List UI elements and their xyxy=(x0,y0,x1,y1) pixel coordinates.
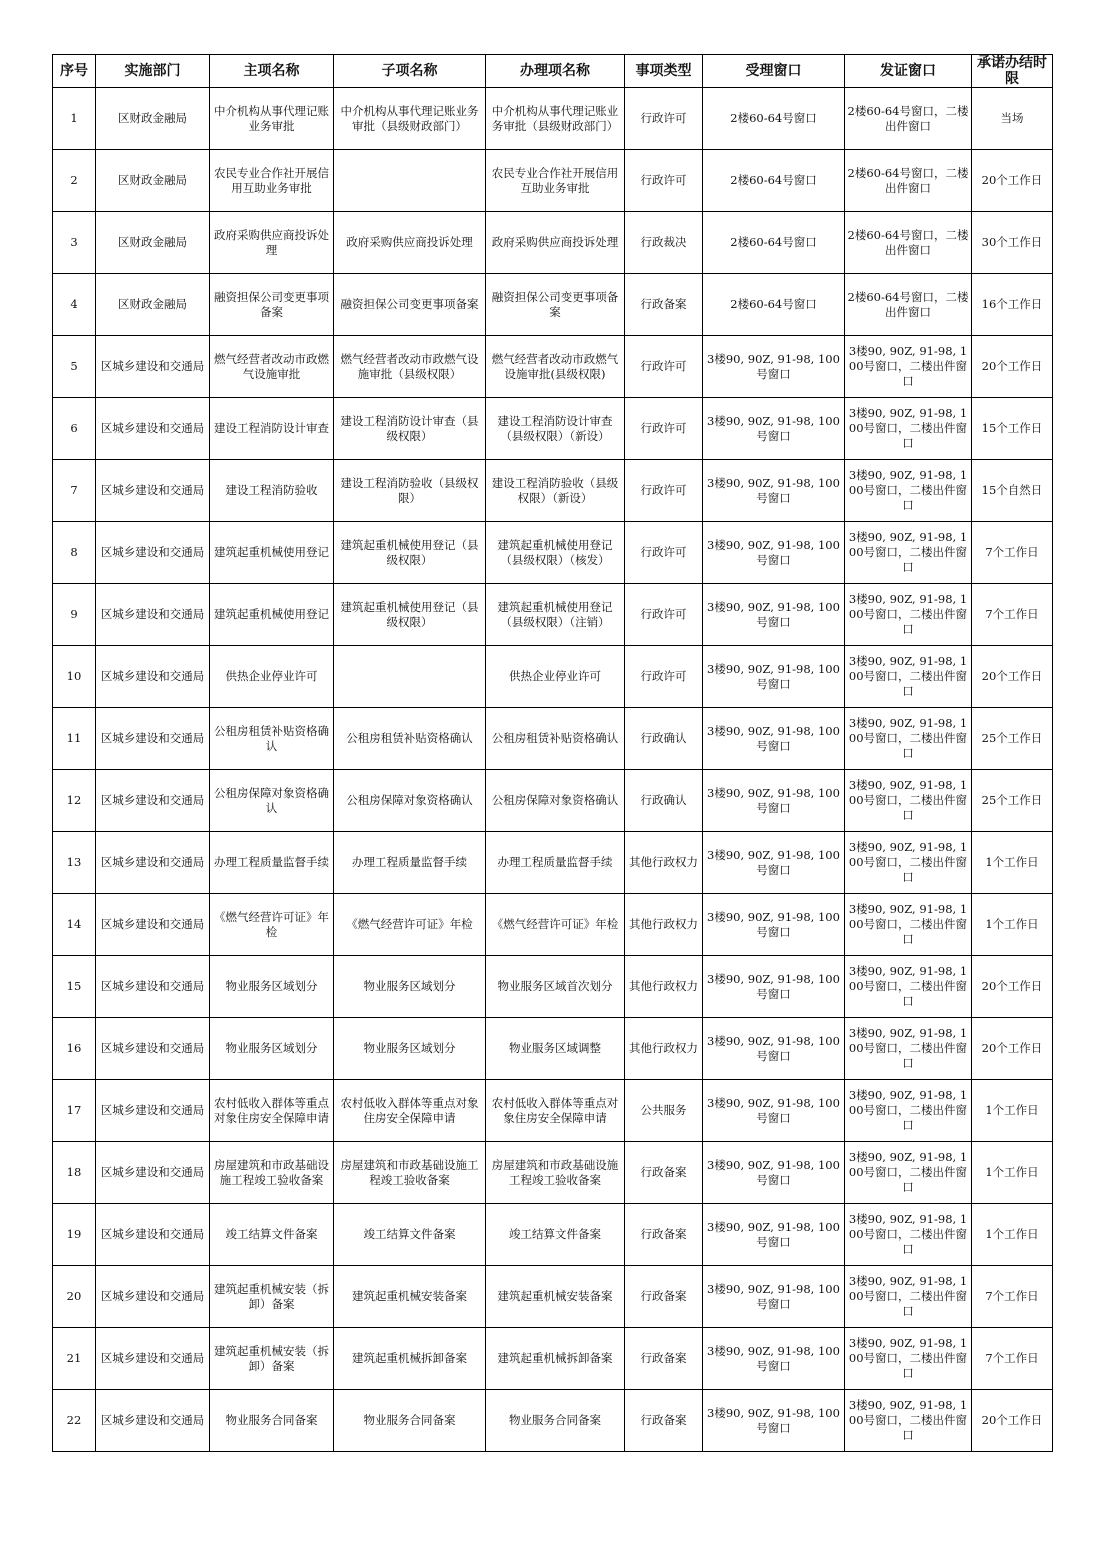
cell-accept-window: 2楼60-64号窗口 xyxy=(703,212,845,274)
table-row xyxy=(53,1018,1053,1080)
cell-main-item: 公租房保障对象资格确认 xyxy=(210,770,334,832)
cell-sub-item xyxy=(334,646,486,708)
cell-sub-item: 物业服务区域划分 xyxy=(334,1018,486,1080)
header-cell-sub-item: 子项名称 xyxy=(334,55,486,88)
cell-sub-item: 中介机构从事代理记账业务审批（县级财政部门） xyxy=(334,88,486,150)
cell-main-item: 建筑起重机械安装（拆卸）备案 xyxy=(210,1266,334,1328)
table-row xyxy=(53,1266,1053,1328)
cell-issue-window: 3楼90, 90Z, 91-98, 100号窗口，二楼出件窗口 xyxy=(845,398,972,460)
cell-handling-item: 建设工程消防验收（县级权限）（新设） xyxy=(486,460,625,522)
cell-index: 21 xyxy=(53,1328,96,1390)
cell-sub-item: 物业服务区域划分 xyxy=(334,956,486,1018)
cell-department: 区城乡建设和交通局 xyxy=(96,894,210,956)
cell-sub-item: 竣工结算文件备案 xyxy=(334,1204,486,1266)
cell-time-limit: 7个工作日 xyxy=(972,522,1053,584)
cell-time-limit: 20个工作日 xyxy=(972,956,1053,1018)
cell-time-limit: 1个工作日 xyxy=(972,894,1053,956)
cell-issue-window: 2楼60-64号窗口，二楼出件窗口 xyxy=(845,150,972,212)
table-row xyxy=(53,150,1053,212)
cell-sub-item: 建设工程消防验收（县级权限） xyxy=(334,460,486,522)
cell-department: 区城乡建设和交通局 xyxy=(96,336,210,398)
cell-issue-window: 3楼90, 90Z, 91-98, 100号窗口，二楼出件窗口 xyxy=(845,956,972,1018)
cell-accept-window: 3楼90, 90Z, 91-98, 100号窗口 xyxy=(703,460,845,522)
cell-sub-item: 政府采购供应商投诉处理 xyxy=(334,212,486,274)
cell-handling-item: 竣工结算文件备案 xyxy=(486,1204,625,1266)
cell-handling-item: 农民专业合作社开展信用互助业务审批 xyxy=(486,150,625,212)
cell-main-item: 建设工程消防验收 xyxy=(210,460,334,522)
cell-index: 11 xyxy=(53,708,96,770)
cell-handling-item: 供热企业停业许可 xyxy=(486,646,625,708)
cell-item-type: 行政确认 xyxy=(625,770,703,832)
cell-department: 区城乡建设和交通局 xyxy=(96,1328,210,1390)
cell-issue-window: 3楼90, 90Z, 91-98, 100号窗口，二楼出件窗口 xyxy=(845,894,972,956)
table-row xyxy=(53,584,1053,646)
cell-accept-window: 3楼90, 90Z, 91-98, 100号窗口 xyxy=(703,894,845,956)
cell-sub-item: 融资担保公司变更事项备案 xyxy=(334,274,486,336)
cell-accept-window: 3楼90, 90Z, 91-98, 100号窗口 xyxy=(703,832,845,894)
cell-department: 区财政金融局 xyxy=(96,274,210,336)
cell-handling-item: 融资担保公司变更事项备案 xyxy=(486,274,625,336)
cell-index: 20 xyxy=(53,1266,96,1328)
cell-handling-item: 建筑起重机械拆卸备案 xyxy=(486,1328,625,1390)
cell-department: 区城乡建设和交通局 xyxy=(96,956,210,1018)
cell-main-item: 物业服务区域划分 xyxy=(210,1018,334,1080)
cell-sub-item: 建设工程消防设计审查（县级权限） xyxy=(334,398,486,460)
table-row xyxy=(53,1390,1053,1452)
cell-index: 12 xyxy=(53,770,96,832)
cell-handling-item: 农村低收入群体等重点对象住房安全保障申请 xyxy=(486,1080,625,1142)
cell-accept-window: 3楼90, 90Z, 91-98, 100号窗口 xyxy=(703,956,845,1018)
table-row xyxy=(53,522,1053,584)
cell-index: 15 xyxy=(53,956,96,1018)
cell-time-limit: 20个工作日 xyxy=(972,646,1053,708)
cell-index: 22 xyxy=(53,1390,96,1452)
cell-accept-window: 3楼90, 90Z, 91-98, 100号窗口 xyxy=(703,1266,845,1328)
cell-item-type: 行政确认 xyxy=(625,708,703,770)
cell-handling-item: 物业服务区域调整 xyxy=(486,1018,625,1080)
table-row xyxy=(53,1080,1053,1142)
cell-handling-item: 建筑起重机械使用登记（县级权限）（核发） xyxy=(486,522,625,584)
cell-time-limit: 1个工作日 xyxy=(972,832,1053,894)
cell-department: 区城乡建设和交通局 xyxy=(96,522,210,584)
cell-handling-item: 物业服务区域首次划分 xyxy=(486,956,625,1018)
cell-sub-item: 建筑起重机械安装备案 xyxy=(334,1266,486,1328)
cell-time-limit: 1个工作日 xyxy=(972,1142,1053,1204)
cell-department: 区城乡建设和交通局 xyxy=(96,1266,210,1328)
table-row xyxy=(53,1142,1053,1204)
cell-time-limit: 30个工作日 xyxy=(972,212,1053,274)
cell-item-type: 行政备案 xyxy=(625,1390,703,1452)
cell-accept-window: 3楼90, 90Z, 91-98, 100号窗口 xyxy=(703,1080,845,1142)
cell-handling-item: 建设工程消防设计审查（县级权限）（新设） xyxy=(486,398,625,460)
cell-item-type: 行政备案 xyxy=(625,1266,703,1328)
cell-handling-item: 物业服务合同备案 xyxy=(486,1390,625,1452)
cell-department: 区城乡建设和交通局 xyxy=(96,708,210,770)
cell-item-type: 行政备案 xyxy=(625,1204,703,1266)
cell-main-item: 建筑起重机械安装（拆卸）备案 xyxy=(210,1328,334,1390)
cell-item-type: 其他行政权力 xyxy=(625,894,703,956)
header-cell-department: 实施部门 xyxy=(96,55,210,88)
cell-department: 区城乡建设和交通局 xyxy=(96,1080,210,1142)
cell-index: 17 xyxy=(53,1080,96,1142)
cell-index: 8 xyxy=(53,522,96,584)
table-row xyxy=(53,212,1053,274)
cell-sub-item xyxy=(334,150,486,212)
cell-time-limit: 15个工作日 xyxy=(972,398,1053,460)
cell-index: 9 xyxy=(53,584,96,646)
cell-index: 13 xyxy=(53,832,96,894)
table-row xyxy=(53,708,1053,770)
cell-issue-window: 3楼90, 90Z, 91-98, 100号窗口，二楼出件窗口 xyxy=(845,584,972,646)
cell-accept-window: 2楼60-64号窗口 xyxy=(703,88,845,150)
header-cell-issue-window: 发证窗口 xyxy=(845,55,972,88)
cell-accept-window: 3楼90, 90Z, 91-98, 100号窗口 xyxy=(703,584,845,646)
cell-index: 10 xyxy=(53,646,96,708)
cell-issue-window: 3楼90, 90Z, 91-98, 100号窗口，二楼出件窗口 xyxy=(845,460,972,522)
cell-issue-window: 3楼90, 90Z, 91-98, 100号窗口，二楼出件窗口 xyxy=(845,1390,972,1452)
cell-department: 区城乡建设和交通局 xyxy=(96,1390,210,1452)
cell-item-type: 行政许可 xyxy=(625,398,703,460)
cell-main-item: 物业服务区域划分 xyxy=(210,956,334,1018)
cell-time-limit: 15个自然日 xyxy=(972,460,1053,522)
cell-time-limit: 1个工作日 xyxy=(972,1204,1053,1266)
cell-index: 14 xyxy=(53,894,96,956)
cell-main-item: 房屋建筑和市政基础设施工程竣工验收备案 xyxy=(210,1142,334,1204)
cell-time-limit: 25个工作日 xyxy=(972,708,1053,770)
cell-accept-window: 3楼90, 90Z, 91-98, 100号窗口 xyxy=(703,770,845,832)
cell-item-type: 行政许可 xyxy=(625,460,703,522)
table-row xyxy=(53,894,1053,956)
cell-main-item: 建筑起重机械使用登记 xyxy=(210,522,334,584)
cell-accept-window: 3楼90, 90Z, 91-98, 100号窗口 xyxy=(703,1328,845,1390)
cell-item-type: 行政许可 xyxy=(625,522,703,584)
cell-handling-item: 政府采购供应商投诉处理 xyxy=(486,212,625,274)
table-row xyxy=(53,274,1053,336)
cell-index: 1 xyxy=(53,88,96,150)
table-row xyxy=(53,336,1053,398)
cell-department: 区财政金融局 xyxy=(96,150,210,212)
header-cell-main-item: 主项名称 xyxy=(210,55,334,88)
cell-main-item: 农村低收入群体等重点对象住房安全保障申请 xyxy=(210,1080,334,1142)
cell-issue-window: 3楼90, 90Z, 91-98, 100号窗口，二楼出件窗口 xyxy=(845,336,972,398)
cell-sub-item: 办理工程质量监督手续 xyxy=(334,832,486,894)
cell-department: 区城乡建设和交通局 xyxy=(96,646,210,708)
cell-item-type: 行政裁决 xyxy=(625,212,703,274)
cell-main-item: 建筑起重机械使用登记 xyxy=(210,584,334,646)
cell-main-item: 公租房租赁补贴资格确认 xyxy=(210,708,334,770)
table-row xyxy=(53,646,1053,708)
cell-accept-window: 3楼90, 90Z, 91-98, 100号窗口 xyxy=(703,1018,845,1080)
service-items-table xyxy=(52,54,1053,1452)
cell-index: 7 xyxy=(53,460,96,522)
cell-issue-window: 3楼90, 90Z, 91-98, 100号窗口，二楼出件窗口 xyxy=(845,1080,972,1142)
cell-sub-item: 燃气经营者改动市政燃气设施审批（县级权限） xyxy=(334,336,486,398)
cell-time-limit: 16个工作日 xyxy=(972,274,1053,336)
cell-handling-item: 办理工程质量监督手续 xyxy=(486,832,625,894)
cell-issue-window: 3楼90, 90Z, 91-98, 100号窗口，二楼出件窗口 xyxy=(845,646,972,708)
cell-main-item: 《燃气经营许可证》年检 xyxy=(210,894,334,956)
cell-main-item: 建设工程消防设计审查 xyxy=(210,398,334,460)
cell-index: 2 xyxy=(53,150,96,212)
cell-item-type: 其他行政权力 xyxy=(625,1018,703,1080)
cell-time-limit: 20个工作日 xyxy=(972,150,1053,212)
cell-department: 区城乡建设和交通局 xyxy=(96,584,210,646)
header-cell-item-type: 事项类型 xyxy=(625,55,703,88)
table-row xyxy=(53,1204,1053,1266)
cell-issue-window: 2楼60-64号窗口，二楼出件窗口 xyxy=(845,212,972,274)
table-row xyxy=(53,1328,1053,1390)
cell-handling-item: 《燃气经营许可证》年检 xyxy=(486,894,625,956)
cell-item-type: 行政许可 xyxy=(625,336,703,398)
cell-department: 区城乡建设和交通局 xyxy=(96,770,210,832)
cell-accept-window: 2楼60-64号窗口 xyxy=(703,274,845,336)
cell-main-item: 燃气经营者改动市政燃气设施审批 xyxy=(210,336,334,398)
cell-department: 区城乡建设和交通局 xyxy=(96,1018,210,1080)
cell-sub-item: 物业服务合同备案 xyxy=(334,1390,486,1452)
cell-issue-window: 3楼90, 90Z, 91-98, 100号窗口，二楼出件窗口 xyxy=(845,708,972,770)
cell-time-limit: 7个工作日 xyxy=(972,1328,1053,1390)
header-cell-accept-window: 受理窗口 xyxy=(703,55,845,88)
cell-item-type: 行政备案 xyxy=(625,1328,703,1390)
table-row xyxy=(53,88,1053,150)
cell-item-type: 行政备案 xyxy=(625,274,703,336)
cell-handling-item: 中介机构从事代理记账业务审批（县级财政部门） xyxy=(486,88,625,150)
cell-sub-item: 建筑起重机械拆卸备案 xyxy=(334,1328,486,1390)
cell-main-item: 农民专业合作社开展信用互助业务审批 xyxy=(210,150,334,212)
cell-sub-item: 农村低收入群体等重点对象住房安全保障申请 xyxy=(334,1080,486,1142)
cell-issue-window: 3楼90, 90Z, 91-98, 100号窗口，二楼出件窗口 xyxy=(845,522,972,584)
cell-accept-window: 3楼90, 90Z, 91-98, 100号窗口 xyxy=(703,398,845,460)
cell-issue-window: 3楼90, 90Z, 91-98, 100号窗口，二楼出件窗口 xyxy=(845,832,972,894)
cell-index: 4 xyxy=(53,274,96,336)
cell-item-type: 行政备案 xyxy=(625,1142,703,1204)
cell-accept-window: 2楼60-64号窗口 xyxy=(703,150,845,212)
cell-item-type: 行政许可 xyxy=(625,584,703,646)
cell-accept-window: 3楼90, 90Z, 91-98, 100号窗口 xyxy=(703,522,845,584)
cell-issue-window: 2楼60-64号窗口，二楼出件窗口 xyxy=(845,274,972,336)
cell-item-type: 行政许可 xyxy=(625,646,703,708)
header-cell-handling-item: 办理项名称 xyxy=(486,55,625,88)
cell-item-type: 其他行政权力 xyxy=(625,832,703,894)
cell-time-limit: 25个工作日 xyxy=(972,770,1053,832)
cell-accept-window: 3楼90, 90Z, 91-98, 100号窗口 xyxy=(703,1390,845,1452)
cell-handling-item: 建筑起重机械使用登记（县级权限）（注销） xyxy=(486,584,625,646)
cell-index: 18 xyxy=(53,1142,96,1204)
cell-item-type: 行政许可 xyxy=(625,150,703,212)
cell-department: 区城乡建设和交通局 xyxy=(96,1204,210,1266)
header-cell-index: 序号 xyxy=(53,55,96,88)
cell-handling-item: 建筑起重机械安装备案 xyxy=(486,1266,625,1328)
header-cell-time-limit: 承诺办结时限 xyxy=(972,55,1053,88)
cell-department: 区城乡建设和交通局 xyxy=(96,460,210,522)
header-row xyxy=(53,55,1053,88)
cell-sub-item: 公租房租赁补贴资格确认 xyxy=(334,708,486,770)
cell-main-item: 竣工结算文件备案 xyxy=(210,1204,334,1266)
cell-accept-window: 3楼90, 90Z, 91-98, 100号窗口 xyxy=(703,708,845,770)
cell-department: 区城乡建设和交通局 xyxy=(96,832,210,894)
cell-index: 6 xyxy=(53,398,96,460)
cell-accept-window: 3楼90, 90Z, 91-98, 100号窗口 xyxy=(703,1204,845,1266)
cell-time-limit: 1个工作日 xyxy=(972,1080,1053,1142)
cell-issue-window: 3楼90, 90Z, 91-98, 100号窗口，二楼出件窗口 xyxy=(845,1142,972,1204)
cell-accept-window: 3楼90, 90Z, 91-98, 100号窗口 xyxy=(703,1142,845,1204)
cell-main-item: 融资担保公司变更事项备案 xyxy=(210,274,334,336)
cell-time-limit: 7个工作日 xyxy=(972,584,1053,646)
cell-issue-window: 2楼60-64号窗口，二楼出件窗口 xyxy=(845,88,972,150)
cell-sub-item: 公租房保障对象资格确认 xyxy=(334,770,486,832)
cell-time-limit: 7个工作日 xyxy=(972,1266,1053,1328)
cell-item-type: 行政许可 xyxy=(625,88,703,150)
cell-sub-item: 房屋建筑和市政基础设施工程竣工验收备案 xyxy=(334,1142,486,1204)
cell-department: 区城乡建设和交通局 xyxy=(96,398,210,460)
cell-issue-window: 3楼90, 90Z, 91-98, 100号窗口，二楼出件窗口 xyxy=(845,1204,972,1266)
table-row xyxy=(53,770,1053,832)
cell-issue-window: 3楼90, 90Z, 91-98, 100号窗口，二楼出件窗口 xyxy=(845,1018,972,1080)
cell-department: 区财政金融局 xyxy=(96,88,210,150)
cell-department: 区城乡建设和交通局 xyxy=(96,1142,210,1204)
cell-sub-item: 建筑起重机械使用登记（县级权限） xyxy=(334,584,486,646)
cell-index: 3 xyxy=(53,212,96,274)
cell-index: 19 xyxy=(53,1204,96,1266)
cell-issue-window: 3楼90, 90Z, 91-98, 100号窗口，二楼出件窗口 xyxy=(845,770,972,832)
cell-handling-item: 房屋建筑和市政基础设施工程竣工验收备案 xyxy=(486,1142,625,1204)
cell-index: 5 xyxy=(53,336,96,398)
cell-main-item: 供热企业停业许可 xyxy=(210,646,334,708)
cell-item-type: 公共服务 xyxy=(625,1080,703,1142)
cell-index: 16 xyxy=(53,1018,96,1080)
cell-main-item: 办理工程质量监督手续 xyxy=(210,832,334,894)
table-row xyxy=(53,832,1053,894)
cell-accept-window: 3楼90, 90Z, 91-98, 100号窗口 xyxy=(703,336,845,398)
cell-item-type: 其他行政权力 xyxy=(625,956,703,1018)
cell-issue-window: 3楼90, 90Z, 91-98, 100号窗口，二楼出件窗口 xyxy=(845,1328,972,1390)
cell-handling-item: 公租房租赁补贴资格确认 xyxy=(486,708,625,770)
cell-main-item: 中介机构从事代理记账业务审批 xyxy=(210,88,334,150)
cell-department: 区财政金融局 xyxy=(96,212,210,274)
cell-time-limit: 20个工作日 xyxy=(972,1018,1053,1080)
table-row xyxy=(53,398,1053,460)
cell-time-limit: 当场 xyxy=(972,88,1053,150)
cell-handling-item: 燃气经营者改动市政燃气设施审批(县级权限) xyxy=(486,336,625,398)
cell-sub-item: 《燃气经营许可证》年检 xyxy=(334,894,486,956)
cell-issue-window: 3楼90, 90Z, 91-98, 100号窗口，二楼出件窗口 xyxy=(845,1266,972,1328)
table-row xyxy=(53,956,1053,1018)
cell-sub-item: 建筑起重机械使用登记（县级权限） xyxy=(334,522,486,584)
cell-handling-item: 公租房保障对象资格确认 xyxy=(486,770,625,832)
cell-time-limit: 20个工作日 xyxy=(972,336,1053,398)
cell-accept-window: 3楼90, 90Z, 91-98, 100号窗口 xyxy=(703,646,845,708)
cell-main-item: 物业服务合同备案 xyxy=(210,1390,334,1452)
cell-time-limit: 20个工作日 xyxy=(972,1390,1053,1452)
table-row xyxy=(53,460,1053,522)
cell-main-item: 政府采购供应商投诉处理 xyxy=(210,212,334,274)
